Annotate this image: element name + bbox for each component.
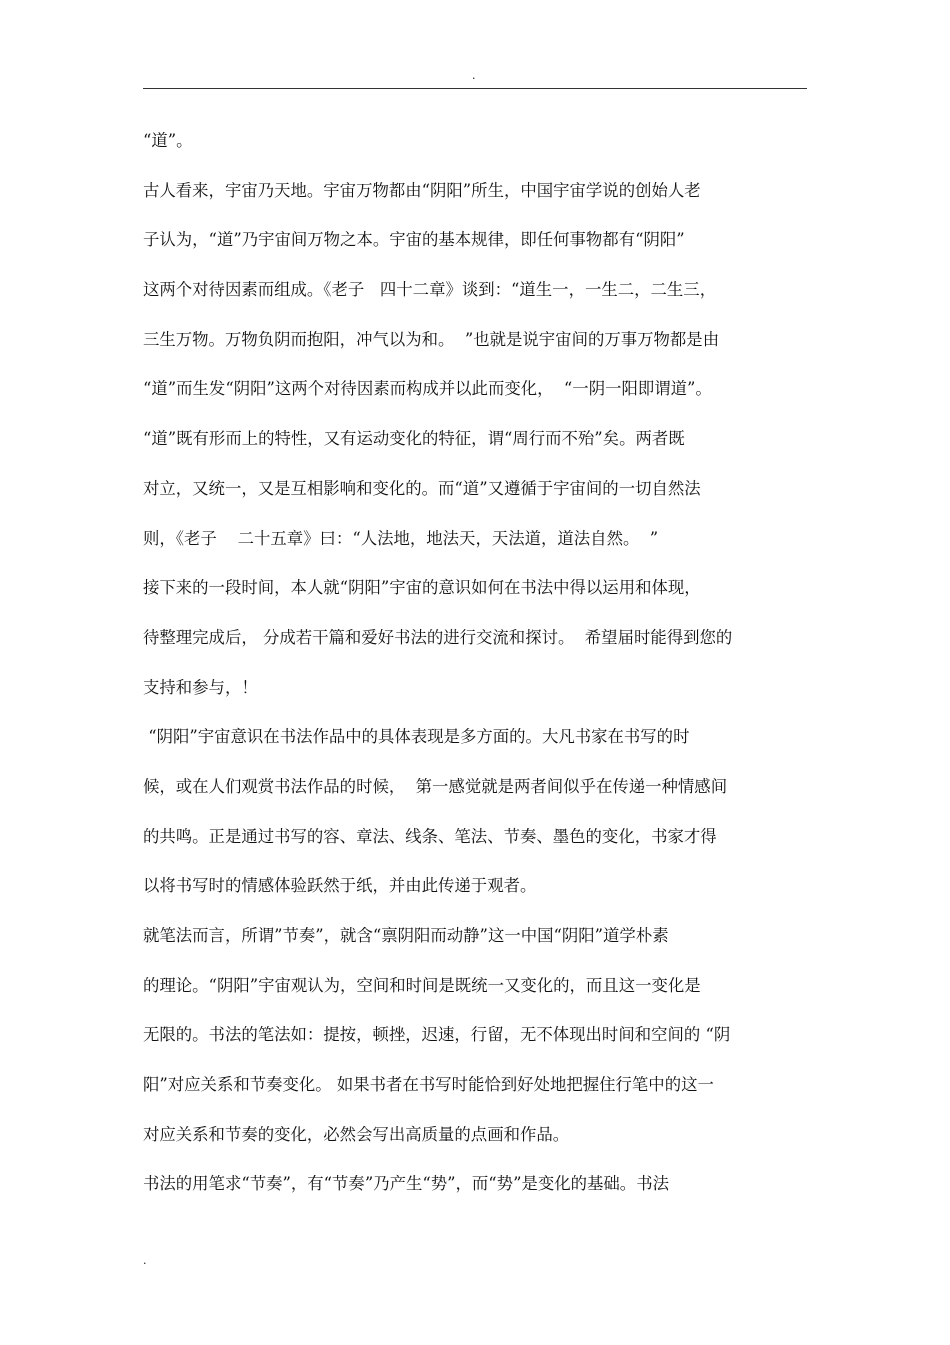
text-line: 无限的。书法的笔法如：提按，顿挫，迟速，行留，无不体现出时间和空间的 “阴 <box>143 1025 731 1045</box>
text-line: 以将书写时的情感体验跃然于纸，并由此传递于观者。 <box>143 876 537 896</box>
header-dot: . <box>472 69 476 82</box>
text-line: 这两个对待因素而组成。《老子 四十二章》谈到：“道生一，一生二，二生三， <box>143 280 717 300</box>
text-line: “道”。 <box>143 131 193 150</box>
text-line: 的共鸣。正是通过书写的容、章法、线条、笔法、节奏、墨色的变化，书家才得 <box>143 826 717 846</box>
body-text <box>143 124 813 1217</box>
text-line: 待整理完成后， 分成若干篇和爱好书法的进行交流和探讨。 希望届时能得到您的 <box>143 627 733 647</box>
text-line: 阳”对应关系和节奏变化。 如果书者在书写时能恰到好处地把握住行笔中的这一 <box>143 1075 714 1095</box>
text-line: “道”既有形而上的特性，又有运动变化的特征，谓“周行而不殆”矣。两者既 <box>143 429 685 449</box>
text-line: 对应关系和节奏的变化，必然会写出高质量的点画和作品。 <box>143 1124 570 1144</box>
text-line: 则，《老子 二十五章》曰：“人法地，地法天，天法道，道法自然。 ” <box>143 528 659 548</box>
text-line: 接下来的一段时间，本人就“阴阳”宇宙的意识如何在书法中得以运用和体现， <box>143 578 701 598</box>
text-line: 的理论。“阴阳”宇宙观认为，空间和时间是既统一又变化的，而且这一变化是 <box>143 975 701 995</box>
text-line: “道”而生发“阴阳”这两个对待因素而构成并以此而变化， “一阴一阳即谓道”。 <box>143 379 712 399</box>
header-rule <box>143 88 807 89</box>
footer-dot: . <box>143 1254 147 1267</box>
text-line: 候，或在人们观赏书法作品的时候， 第一感觉就是两者间似乎在传递一种情感间 <box>143 776 728 796</box>
text-line: 对立，又统一，又是互相影响和变化的。而“道”又遵循于宇宙间的一切自然法 <box>143 478 701 498</box>
text-line: 三生万物。万物负阴而抱阳，冲气以为和。 ”也就是说宇宙间的万事万物都是由 <box>143 329 720 349</box>
text-line: 子认为，“道”乃宇宙间万物之本。宇宙的基本规律，即任何事物都有“阴阳” <box>143 230 685 250</box>
text-line: 支持和参与，！ <box>143 677 258 697</box>
text-line: 就笔法而言，所谓”节奏”，就含“禀阴阳而动静”这一中国“阴阳”道学朴素 <box>143 926 669 945</box>
text-line: 古人看来，宇宙乃天地。宇宙万物都由“阴阳”所生，中国宇宙学说的创始人老 <box>143 180 701 200</box>
text-line: 书法的用笔求“节奏”，有“节奏”乃产生“势”，而“势”是变化的基础。书法 <box>143 1174 669 1194</box>
text-line: “阴阳”宇宙意识在书法作品中的具体表现是多方面的。大凡书家在书写的时 <box>143 727 690 747</box>
